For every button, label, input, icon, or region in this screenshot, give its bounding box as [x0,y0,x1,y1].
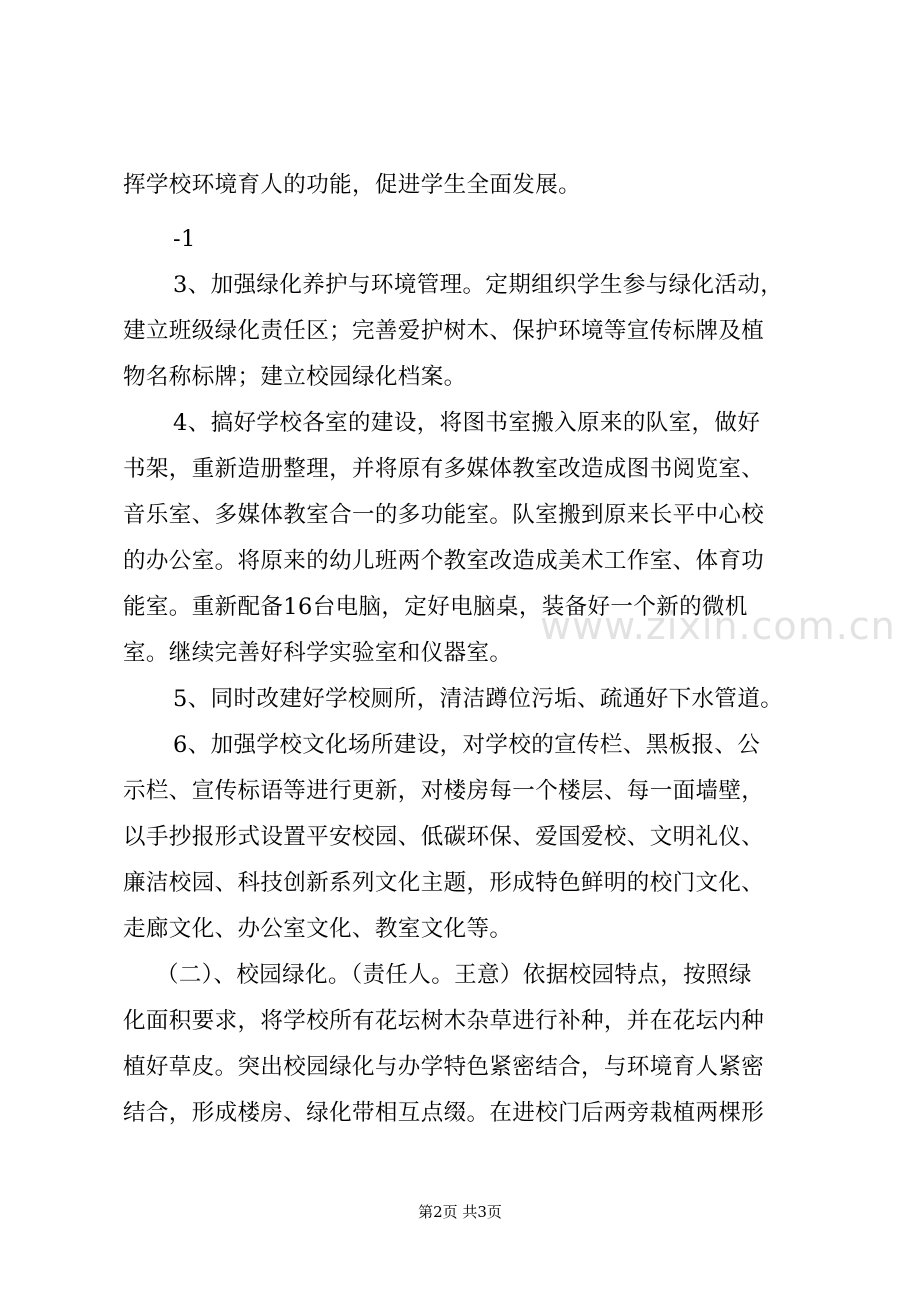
text-line: （二）、校园绿化。（责任人。王意）依据校园特点，按照绿 [156,962,752,988]
page-footer: 第2页 共3页 [418,1203,502,1221]
text-line: 结合，形成楼房、绿化带相互点缀。在进校门后两旁栽植两棵形 [123,1100,765,1126]
text-line: 3、加强绿化养护与环境管理。定期组织学生参与绿化活动， [173,272,784,298]
text-line: 植好草皮。突出校园绿化与办学特色紧密结合，与环境育人紧密 [123,1054,765,1080]
text-line: 物名称标牌；建立校园绿化档案。 [123,364,467,390]
text-line: 能室。重新配备16台电脑，定好电脑桌，装备好一个新的微机 [123,594,748,620]
text-line: 书架，重新造册整理，并将原有多媒体教室改造成图书阅览室、 [123,456,765,482]
text-line: 音乐室、多媒体教室合一的多功能室。队室搬到原来长平中心校 [123,502,765,528]
text-line: 建立班级绿化责任区；完善爱护树木、保护环境等宣传标牌及植 [123,318,765,344]
text-line: 挥学校环境育人的功能，促进学生全面发展。 [123,172,582,198]
text-line: 5、同时改建好学校厕所，清洁蹲位污垢、疏通好下水管道。 [173,686,784,712]
watermark: www.zixin.com.cn [540,604,896,648]
text-line: 的办公室。将原来的幼儿班两个教室改造成美术工作室、体育功 [123,548,765,574]
text-line: 化面积要求，将学校所有花坛树木杂草进行补种，并在花坛内种 [123,1008,765,1034]
text-line: 室。继续完善好科学实验室和仪器室。 [123,640,513,666]
text-line: 4、搞好学校各室的建设，将图书室搬入原来的队室，做好 [173,410,761,436]
text-line: 以手抄报形式设置平安校园、低碳环保、爱国爱校、文明礼仪、 [123,824,765,850]
text-line: 走廊文化、办公室文化、教室文化等。 [123,916,513,942]
text-line: 6、加强学校文化场所建设，对学校的宣传栏、黑板报、公 [173,732,761,758]
text-line: -1 [173,226,196,252]
text-line: 廉洁校园、科技创新系列文化主题，形成特色鲜明的校门文化、 [123,870,765,896]
text-line: 示栏、宣传标语等进行更新，对楼房每一个楼层、每一面墙壁， [123,778,765,804]
